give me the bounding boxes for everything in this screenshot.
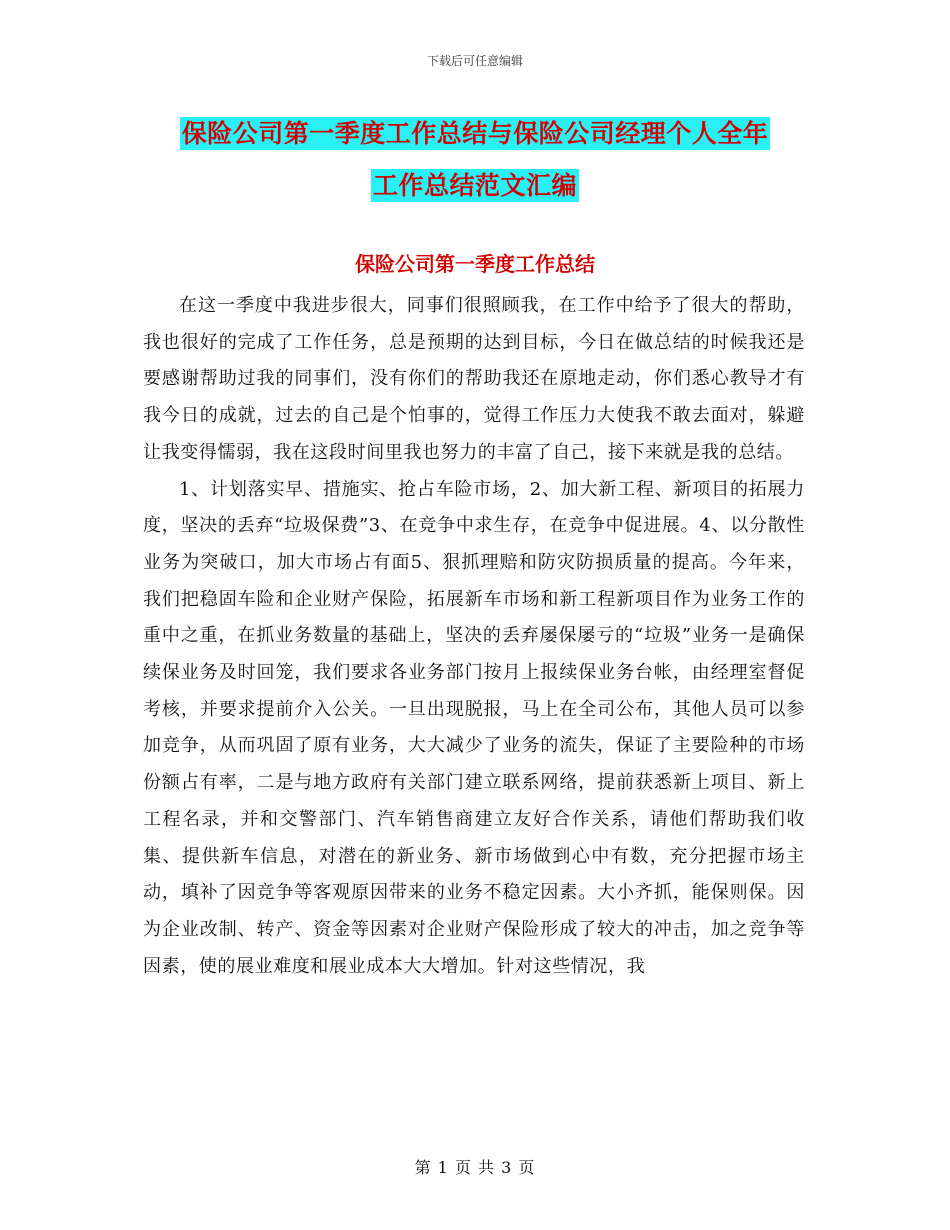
section-title: 保险公司第一季度工作总结 (355, 252, 595, 276)
title-line-1: 保险公司第一季度工作总结与保险公司经理个人全年 (181, 119, 769, 148)
header-note: 下载后可任意编辑 (426, 54, 523, 68)
body-content (143, 288, 805, 985)
page-number: 第 1 页 共 3 页 (414, 1158, 536, 1177)
document-title (0, 108, 950, 212)
title-line-2: 工作总结范文汇编 (372, 171, 577, 200)
paragraph-1: 在这一季度中我进步很大，同事们很照顾我，在工作中给予了很大的帮助，我也很好的完成了工作任务，总是预期的达到目标，今日在做总结的时候我还是要感谢帮助过我的同事们，没有你们的帮助我还在原地走动，你们悉心教导才有我今日的成就，过去的自己是个怕事的，觉得工作压力大使我不敢去面对，躲避让我变得懦弱，我在这段时间里我也努力的丰富了自己，接下来就是我的总结。 (143, 295, 805, 463)
paragraph-2: 1、计划落实早、措施实、抢占车险市场，2、加大新工程、新项目的拓展力度，坚决的丢弃“垃圾保费”3、在竞争中求生存，在竞争中促进展。4、以分散性业务为突破口，加大市场占有面5、狠抓理赔和防灾防损质量的提高。今年来，我们把稳固车险和企业财产保险，拓展新车市场和新工程新项目作为业务工作的重中之重，在抓业务数量的基础上，坚决的丢弃屡保屡亏的“垃圾”业务一是确保续保业务及时回笼，我们要求各业务部门按月上报续保业务台帐，由经理室督促考核，并要求提前介入公关。一旦出现脱报，马上在全司公布，其他人员可以参加竞争，从而巩固了原有业务，大大减少了业务的流失，保证了主要险种的市场份额占有率，二是与地方政府有关部门建立联系网络，提前获悉新上项目、新上工程名录，并和交警部门、汽车销售商建立友好合作关系，请他们帮助我们收集、提供新车信息，对潜在的新业务、新市场做到心中有数，充分把握市场主动，填补了因竞争等客观原因带来的业务不稳定因素。大小齐抓，能保则保。因为企业改制、转产、资金等因素对企业财产保险形成了较大的冲击，加之竞争等因素，使的展业难度和展业成本大大增加。针对这些情况，我 (143, 478, 805, 977)
